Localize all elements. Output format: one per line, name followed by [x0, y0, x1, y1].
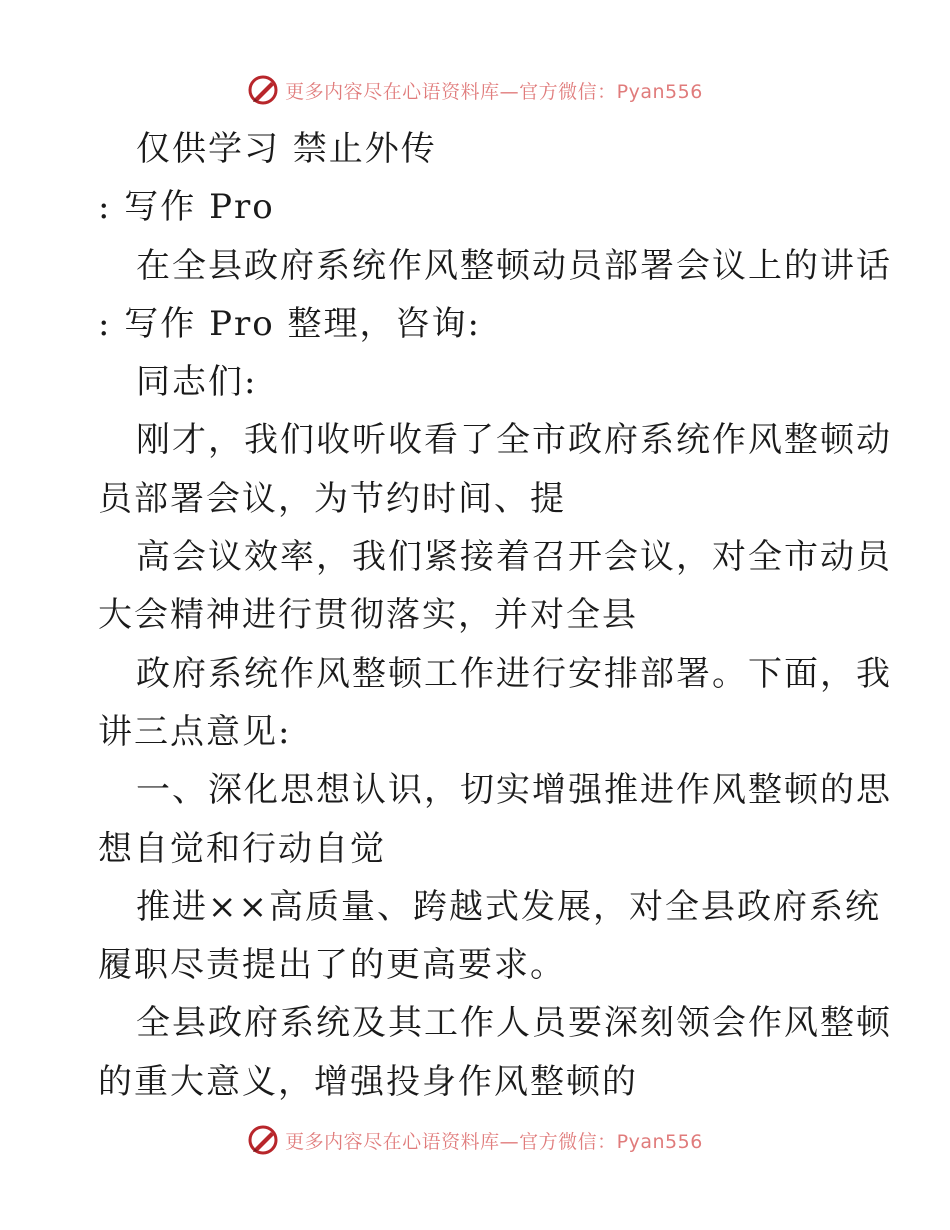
footer-watermark-banner: [0, 1120, 950, 1160]
header-watermark-text: 更多内容尽在心语资料库—官方微信：Pyan556: [285, 80, 703, 103]
paragraph-line: 讲三点意见:: [98, 711, 292, 752]
footer-watermark-text: 更多内容尽在心语资料库—官方微信：Pyan556: [285, 1130, 703, 1153]
compiler-line: : 写作 Pro 整理，咨询:: [98, 303, 481, 344]
paragraph-line: 大会精神进行贯彻落实，并对全县: [98, 595, 638, 636]
paragraph-line: 推进××高质量、跨越式发展，对全县政府系统: [136, 886, 881, 927]
section-heading: 一、深化思想认识，切实增强推进作风整顿的思: [136, 770, 892, 811]
header-watermark-banner: [0, 70, 950, 110]
author-line: : 写作 Pro: [98, 187, 275, 228]
paragraph-line: 全县政府系统及其工作人员要深刻领会作风整顿: [136, 1003, 892, 1044]
pen-logo-icon: [247, 74, 279, 106]
section-heading: 想自觉和行动自觉: [98, 828, 386, 869]
pen-logo-icon: [247, 1124, 279, 1156]
paragraph-line: 高会议效率，我们紧接着召开会议，对全市动员: [136, 537, 892, 578]
salutation: 同志们:: [136, 362, 258, 403]
paragraph-line: 政府系统作风整顿工作进行安排部署。下面，我: [136, 653, 892, 694]
paragraph-line: 员部署会议，为节约时间、提: [98, 478, 566, 519]
document-title: 在全县政府系统作风整顿动员部署会议上的讲话: [136, 245, 892, 286]
paragraph-line: 的重大意义，增强投身作风整顿的: [98, 1061, 638, 1102]
paragraph-line: 刚才，我们收听收看了全市政府系统作风整顿动: [136, 420, 892, 461]
paragraph-line: 履职尽责提出了的更高要求。: [98, 945, 566, 986]
document-body: [98, 120, 892, 1111]
notice-line: 仅供学习 禁止外传: [136, 129, 437, 169]
